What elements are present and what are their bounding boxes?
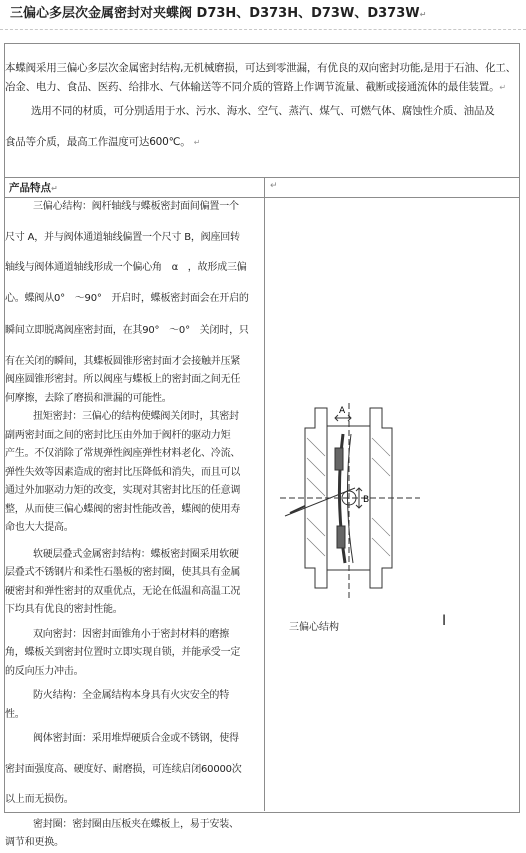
feature-line: 硬密封和弹性密封的双重优点，无论在低温和高温工况 bbox=[5, 585, 241, 597]
feature-line: 尺寸 A，并与阀体通道轴线偏置一个尺寸 B，阀座回转 bbox=[5, 231, 240, 243]
dimension-b-label: B bbox=[363, 495, 370, 505]
intro-paragraph-2: 选用不同的材质，可分别适用于水、污水、海水、空气、蒸汽、煤气、可燃气体、腐蚀性介质、油品及 bbox=[31, 105, 495, 117]
feature-line: 性。 bbox=[5, 708, 25, 720]
text-cursor: I bbox=[442, 613, 447, 629]
title-divider bbox=[0, 29, 526, 30]
feature-line: 何摩擦，去除了磨损和泄漏的可能性。 bbox=[5, 392, 172, 404]
feature-line: 下均具有优良的密封性能。 bbox=[5, 604, 123, 615]
feature-line: 密封面强度高、硬度好、耐磨损，可连续启闭60000次 bbox=[5, 763, 242, 775]
feature-line: 调节和更换。 bbox=[5, 837, 64, 848]
feature-line: 整，从而使三偏心蝶阀的密封性能改善，蝶阀的使用寿 bbox=[5, 503, 241, 515]
header-cell-mark: ↵ bbox=[270, 181, 278, 191]
page-title bbox=[10, 4, 516, 24]
paragraph-mark: ↵ bbox=[419, 10, 427, 19]
feature-line: 心。蝶阀从0° ～90° 开启时，蝶板密封面会在开启的 bbox=[5, 292, 249, 304]
feature-line: 轴线与阀体通道轴线形成一个偏心角 α ，故形成三偏 bbox=[5, 262, 247, 273]
feature-line: 软硬层叠式金属密封结构：蝶板密封圈采用软硬 bbox=[33, 548, 239, 560]
diagram-caption: 三偏心结构 bbox=[289, 622, 339, 633]
feature-line: 阀体密封面：采用堆焊硬质合金或不锈钢，使得 bbox=[33, 733, 239, 744]
feature-line: 扭矩密封：三偏心的结构使蝶阀关闭时，其密封 bbox=[33, 411, 239, 422]
feature-line: 弹性失效等因素造成的密封比压降低和消失，而且可以 bbox=[5, 466, 241, 478]
feature-line: 防火结构：全金属结构本身具有火灾安全的特 bbox=[33, 690, 229, 701]
feature-line: 双向密封：因密封面锥角小于密封材料的磨擦 bbox=[33, 628, 229, 640]
feature-line: 以上而无损伤。 bbox=[5, 794, 74, 805]
dimension-a-label: A bbox=[339, 406, 346, 416]
title-text: 三偏心多层次金属密封对夹蝶阀 D73H、D373H、D73W、D373W bbox=[10, 6, 420, 21]
features-header-row bbox=[5, 178, 519, 198]
feature-line: 角，蝶板关到密封位置时立即实现自锁，并能承受一定 bbox=[5, 647, 241, 658]
features-table bbox=[4, 178, 520, 848]
feature-line: 有在关闭的瞬间，其蝶板圆锥形密封面才会接触并压紧 bbox=[5, 355, 241, 367]
feature-line: 副两密封面之间的密封比压由外加于阀杆的驱动力矩 bbox=[5, 429, 231, 441]
features-text-cell bbox=[5, 198, 263, 848]
feature-line: 瞬间立即脱离阀座密封面，在其90° ～0° 关闭时，只 bbox=[5, 325, 249, 336]
feature-line: 层叠式不锈钢片和柔性石墨板的密封圈，使其具有金属 bbox=[5, 567, 241, 578]
feature-line: 三偏心结构：阀杆轴线与蝶板密封面间偏置一个 bbox=[33, 201, 239, 212]
intro-paragraph-3: 食品等介质，最高工作温度可达600℃。 ↵ bbox=[5, 136, 201, 148]
feature-line: 通过外加驱动力矩的改变，实现对其密封比压的任意调 bbox=[5, 485, 241, 496]
intro-box bbox=[4, 43, 520, 178]
diagram-cell bbox=[265, 198, 519, 810]
feature-line: 阀座圆锥形密封。所以阀座与蝶板上的密封面之间无任 bbox=[5, 374, 241, 385]
feature-line: 的反向压力冲击。 bbox=[5, 665, 84, 677]
feature-line: 命也大大提高。 bbox=[5, 522, 74, 533]
feature-line: 产生。不仅消除了常规弹性阀座弹性材料老化、冷流、 bbox=[5, 448, 241, 459]
feature-line: 密封圈：密封圈由压板夹在蝶板上，易于安装、 bbox=[33, 818, 239, 830]
intro-paragraph-1: 本蝶阀采用三偏心多层次金属密封结构,无机械磨损，可达到零泄漏，有优良的双向密封功能,是用于石油、化工、冶金、电力、食品、医药、给排水、气体输送等不同介质的管路上作调节流量、截断或接通流体的最佳装置。↵ bbox=[5, 62, 516, 93]
features-header: 产品特点↵ bbox=[9, 182, 58, 194]
triple-offset-diagram bbox=[275, 398, 425, 608]
